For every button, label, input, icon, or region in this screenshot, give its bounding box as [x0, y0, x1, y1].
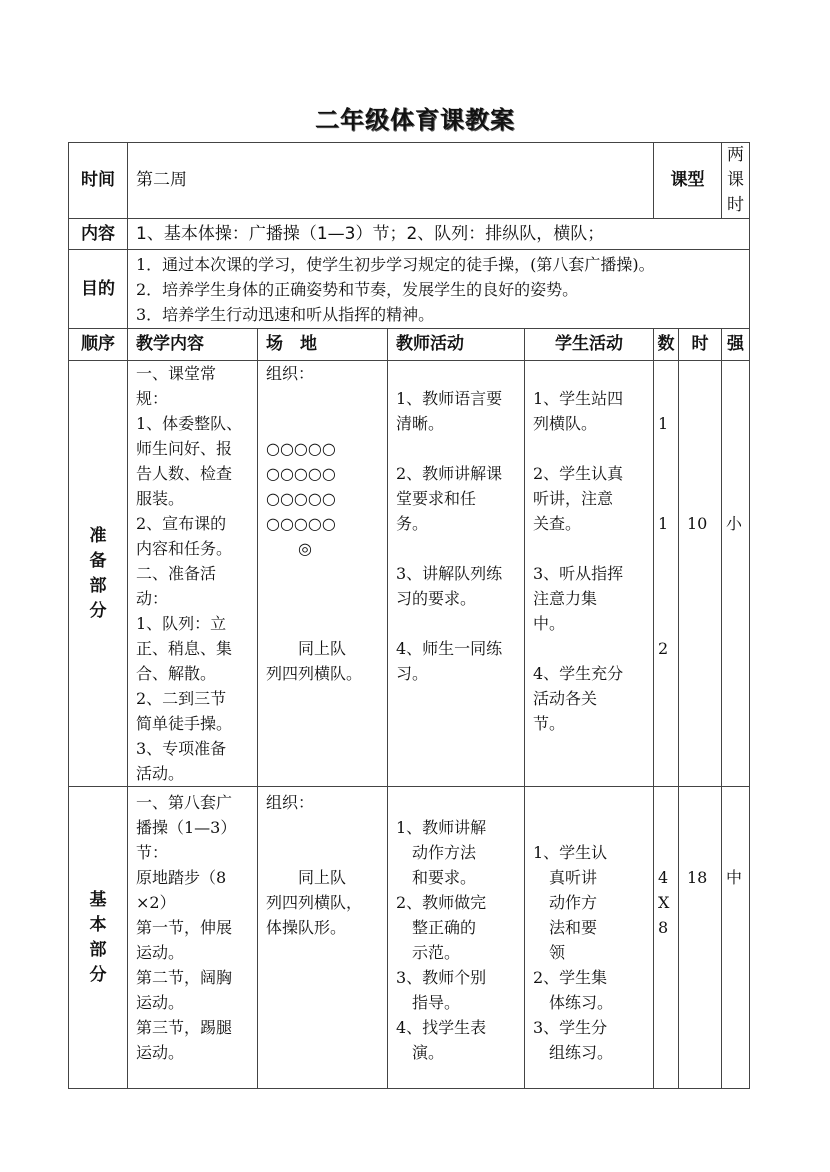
time-value: 第二周 [128, 143, 654, 219]
document-title: 二年级体育课教案 [315, 106, 515, 134]
column-header-row [69, 329, 750, 361]
site-layout: 组织： ○○○○○ ○○○○○ ○○○○○ ○○○○○ ◎ 同上队 列四列横队。 [258, 361, 388, 787]
content-row [69, 219, 750, 250]
intensity: 小 [722, 361, 750, 787]
col-count: 数 [654, 329, 679, 361]
col-intensity: 强 [722, 329, 750, 361]
content-value: 1、基本体操：广播操（1—3）节；2、队列：排纵队，横队； [128, 219, 750, 250]
goal-list: 1．通过本次课的学习，使学生初步学习规定的徒手操，(第八套广播操)。 2．培养学生身体的正确姿势和节奏，发展学生的良好的姿势。 3．培养学生行动迅速和听从指挥的精神。 [128, 250, 750, 329]
col-teacher: 教师活动 [388, 329, 525, 361]
teacher-activity: 1、教师语言要 清晰。 2、教师讲解课 堂要求和任 务。 3、讲解队列练 习的要求。 4、师生一同练 习。 [388, 361, 525, 787]
col-time: 时 [679, 329, 722, 361]
teaching-content: 一、第八套广 播操（1—3） 节： 原地踏步（8 ×2） 第一节，伸展 运动。 第二节，阔胸 运动。 第三节，踢腿 运动。 [128, 787, 258, 1089]
type-value: 两课时 [722, 143, 750, 219]
student-activity: 1、学生认 真听讲 动作方 法和要 领 2、学生集 体练习。 3、学生分 组练习。 [525, 787, 654, 1089]
teaching-content: 一、课堂常 规： 1、体委整队、 师生问好、报 告人数、检查 服装。 2、宣布课的 内容和任务。 二、准备活 动： 1、队列：立 正、稍息、集 合、解散。 2、二到三节 简单徒手操。 3、专项准备 活动。 [128, 361, 258, 787]
col-student: 学生活动 [525, 329, 654, 361]
count: 4 X 8 [654, 787, 679, 1089]
site-layout: 组织： 同上队 列四列横队， 体操队形。 [258, 787, 388, 1089]
time-row [69, 143, 750, 219]
minutes: 10 [679, 361, 722, 787]
col-order: 顺序 [69, 329, 128, 361]
section-label: 准 备 部 分 [69, 361, 128, 787]
section-label: 基 本 部 分 [69, 787, 128, 1089]
table-row-basic [69, 787, 750, 1089]
content-label: 内容 [69, 219, 128, 250]
count: 1 1 2 [654, 361, 679, 787]
intensity: 中 [722, 787, 750, 1089]
goal-label: 目的 [69, 250, 128, 329]
col-site: 场 地 [258, 329, 388, 361]
lesson-plan-table [68, 142, 750, 1089]
minutes: 18 [679, 787, 722, 1089]
table-row-prep [69, 361, 750, 787]
teacher-activity: 1、教师讲解 动作方法 和要求。 2、教师做完 整正确的 示范。 3、教师个别 指导。 4、找学生表 演。 [388, 787, 525, 1089]
student-activity: 1、学生站四 列横队。 2、学生认真 听讲，注意 关查。 3、听从指挥 注意力集 中。 4、学生充分 活动各关 节。 [525, 361, 654, 787]
goal-row [69, 250, 750, 329]
col-content: 教学内容 [128, 329, 258, 361]
time-label: 时间 [69, 143, 128, 219]
type-label: 课型 [654, 143, 722, 219]
